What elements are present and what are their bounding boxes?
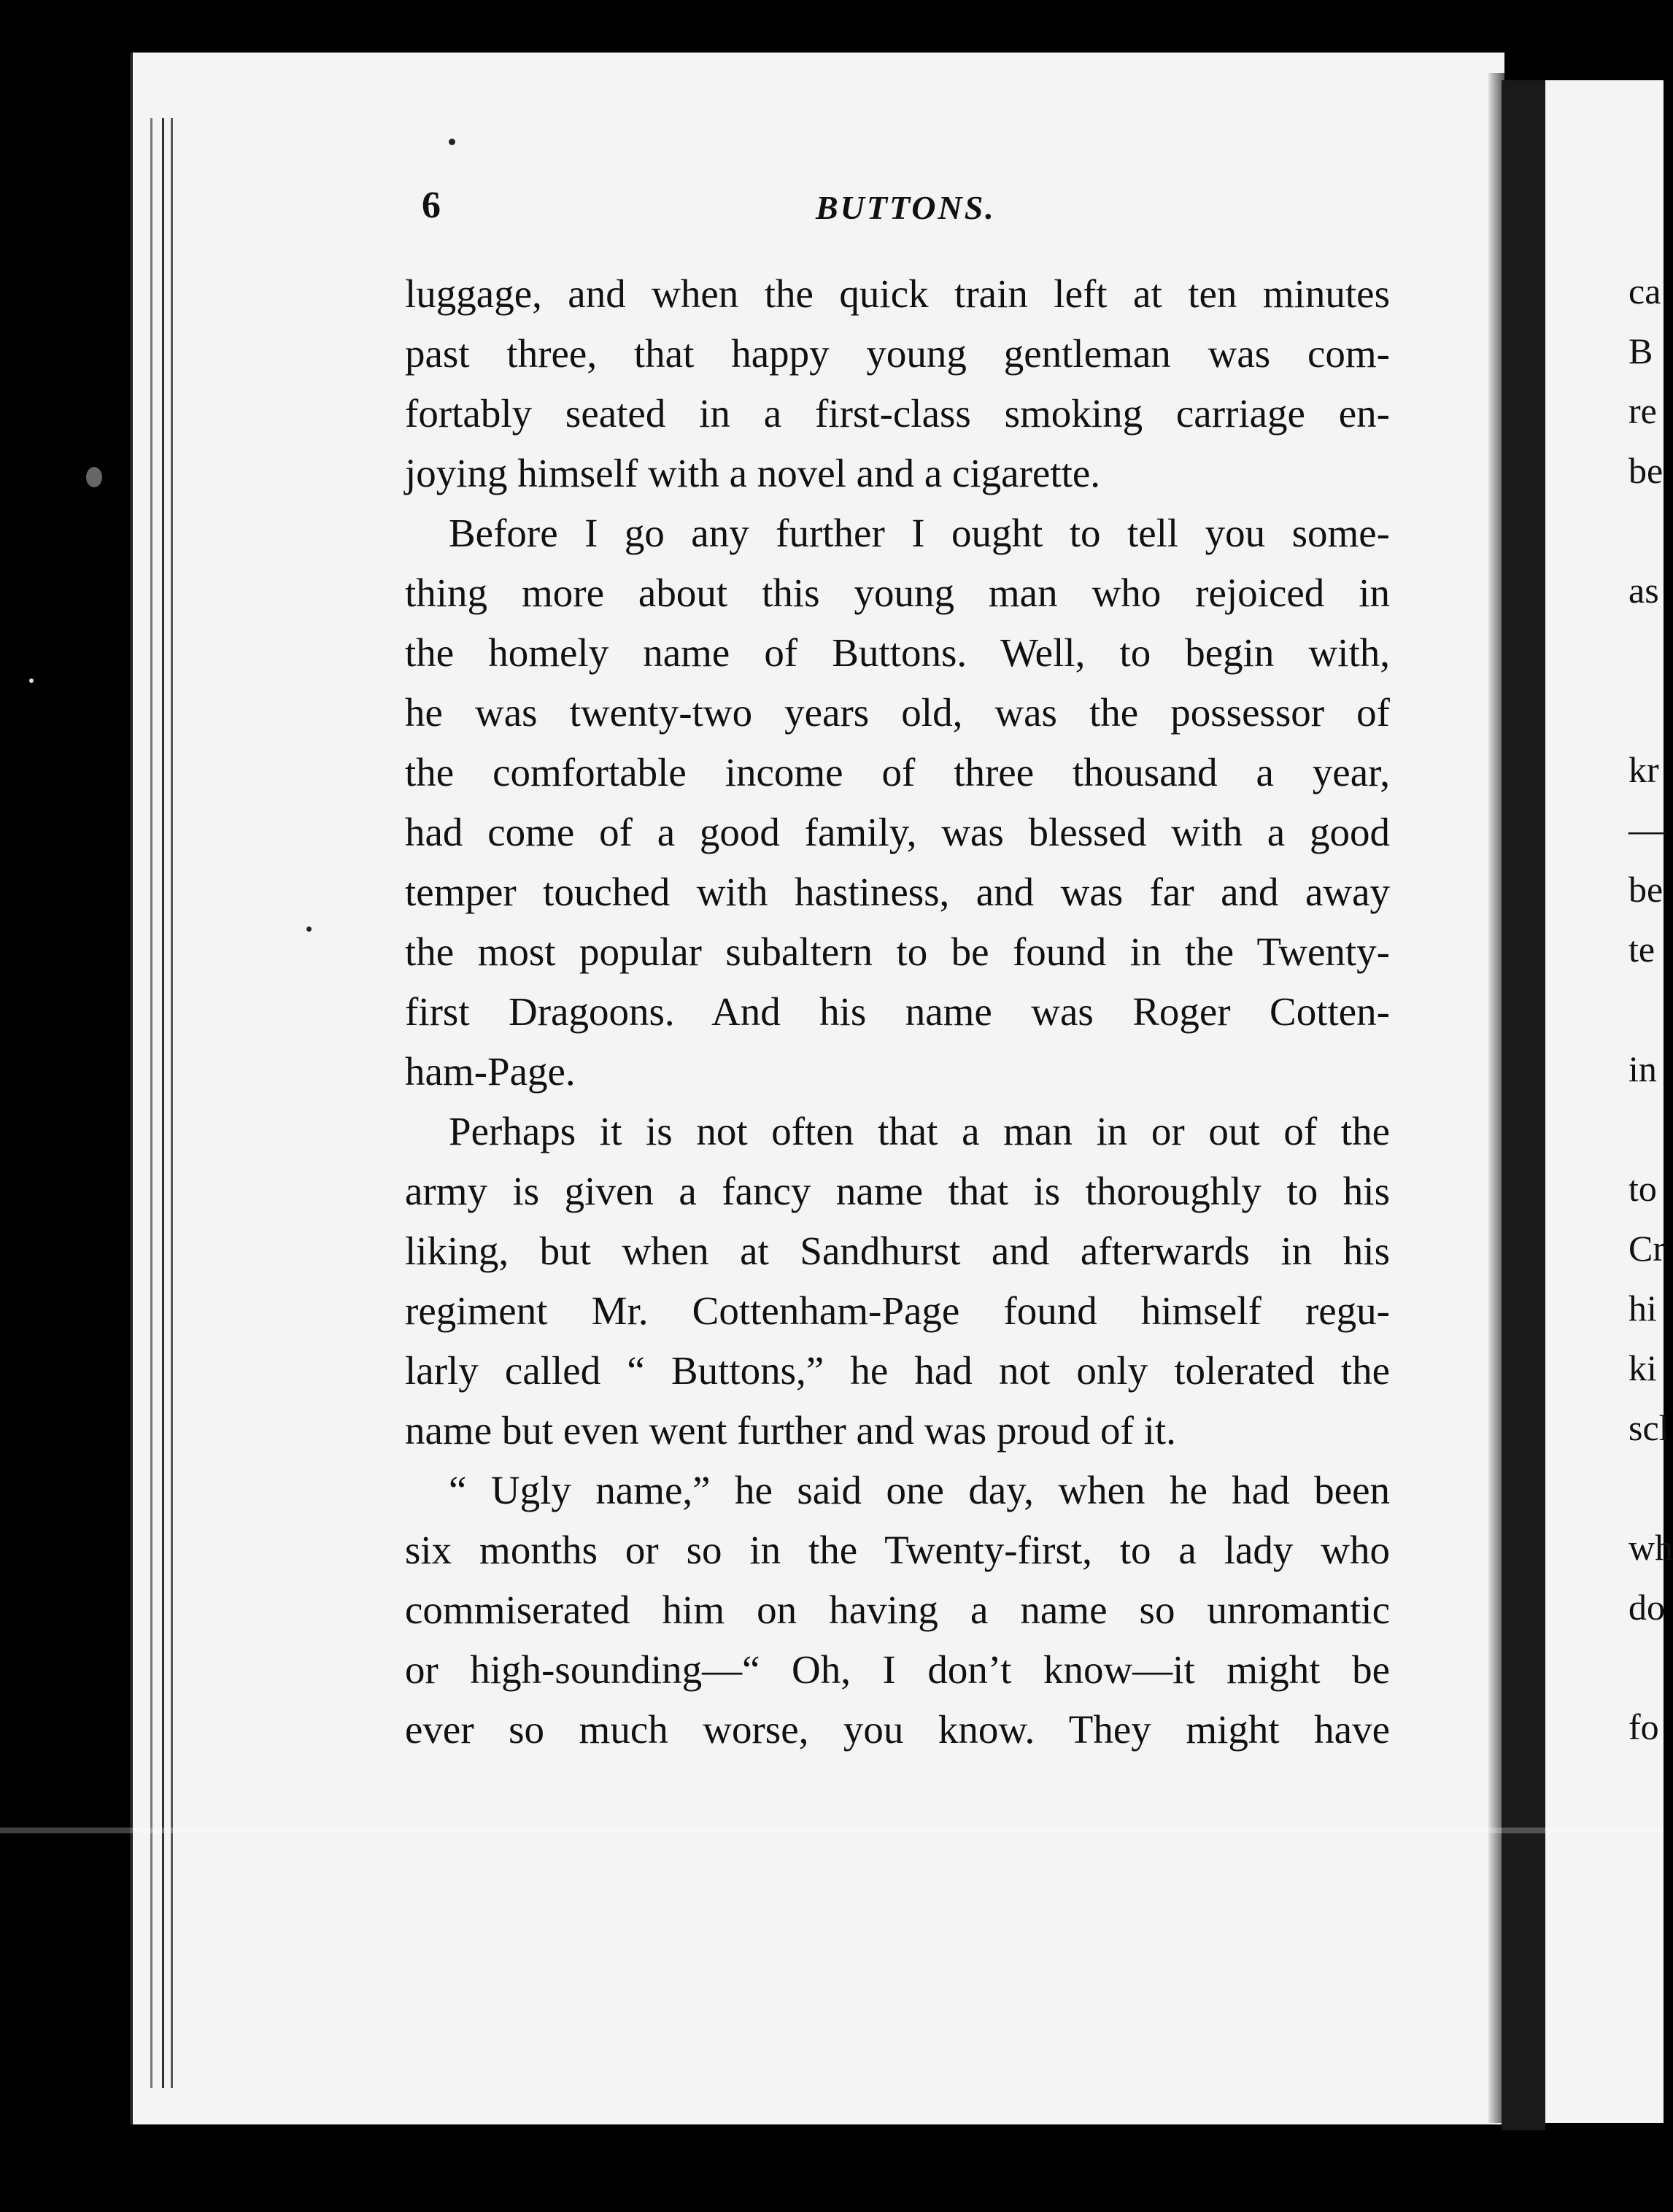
book-gutter bbox=[1502, 80, 1545, 2130]
text-line: liking, but when at Sandhurst and afterwards in his bbox=[405, 1229, 1390, 1273]
facing-page-fragment: as bbox=[1628, 570, 1659, 611]
text-line: luggage, and when the quick train left at ten minutes bbox=[405, 271, 1390, 316]
text-line: Perhaps it is not often that a man in or out of the bbox=[449, 1109, 1390, 1153]
facing-page-fragment: wh bbox=[1628, 1527, 1673, 1568]
facing-page bbox=[1545, 80, 1664, 2123]
text-line: name but even went further and was proud of it. bbox=[405, 1408, 1176, 1453]
facing-page-fragment: B bbox=[1628, 330, 1653, 371]
running-title: BUTTONS. bbox=[816, 189, 996, 226]
text-line: six months or so in the Twenty-first, to a lady who bbox=[405, 1528, 1390, 1572]
facing-page-fragment: fo bbox=[1628, 1706, 1659, 1747]
page-edge-rule bbox=[171, 118, 173, 2088]
scan-speck bbox=[306, 927, 312, 932]
page-edge-rule bbox=[150, 118, 152, 2088]
text-line: commiserated him on having a name so unromantic bbox=[405, 1588, 1390, 1632]
text-line: the comfortable income of three thousand a year, bbox=[405, 750, 1390, 794]
text-line: joying himself with a novel and a cigarette. bbox=[405, 451, 1101, 495]
page-number: 6 bbox=[422, 185, 441, 226]
text-line: “ Ugly name,” he said one day, when he had been bbox=[449, 1468, 1390, 1512]
text-line: or high-sounding—“ Oh, I don’t know—it might be bbox=[405, 1647, 1390, 1692]
scan-speck bbox=[29, 678, 34, 683]
scan-speck bbox=[449, 139, 455, 145]
facing-page-fragment: hi bbox=[1628, 1288, 1657, 1329]
text-line: regiment Mr. Cottenham-Page found himself regu- bbox=[405, 1288, 1390, 1333]
facing-page-fragment: ki bbox=[1628, 1347, 1657, 1388]
text-line: he was twenty-two years old, was the possessor of bbox=[405, 690, 1390, 735]
scan-speck bbox=[86, 467, 102, 487]
facing-page-fragment: scl bbox=[1628, 1407, 1669, 1448]
text-line: larly called “ Buttons,” he had not only tolerated the bbox=[405, 1348, 1390, 1393]
text-line: fortably seated in a first-class smoking carriage en- bbox=[405, 391, 1390, 436]
text-line: ham-Page. bbox=[405, 1049, 576, 1094]
text-line: past three, that happy young gentleman was com- bbox=[405, 331, 1390, 376]
facing-page-fragment: in bbox=[1628, 1048, 1657, 1089]
scan-artifact bbox=[0, 1828, 1664, 1833]
facing-page-fragment: ca bbox=[1628, 271, 1661, 312]
facing-page-fragment: te bbox=[1628, 929, 1655, 970]
facing-page-fragment: — bbox=[1628, 809, 1665, 850]
facing-page-fragment: do bbox=[1628, 1587, 1665, 1628]
text-line: first Dragoons. And his name was Roger Cotten- bbox=[405, 989, 1390, 1034]
facing-page-fragment: be bbox=[1628, 869, 1664, 910]
facing-page-fragment: re bbox=[1628, 390, 1657, 431]
text-line: ever so much worse, you know. They might have bbox=[405, 1707, 1390, 1752]
text-line: the most popular subaltern to be found in the Twenty- bbox=[405, 929, 1390, 974]
text-line: thing more about this young man who rejoiced in bbox=[405, 571, 1390, 615]
text-line: Before I go any further I ought to tell you some- bbox=[449, 511, 1390, 555]
text-line: army is given a fancy name that is thoroughly to his bbox=[405, 1169, 1390, 1213]
text-line: had come of a good family, was blessed with a good bbox=[405, 810, 1390, 854]
page-edge-rule bbox=[162, 118, 164, 2088]
facing-page-fragment: to bbox=[1628, 1168, 1657, 1209]
facing-page-fragment: Cr bbox=[1628, 1228, 1665, 1269]
text-line: the homely name of Buttons. Well, to begin with, bbox=[405, 630, 1390, 675]
facing-page-fragment: kr bbox=[1628, 749, 1659, 790]
body-text bbox=[405, 264, 1390, 1760]
facing-page-fragment: be bbox=[1628, 450, 1664, 491]
text-line: temper touched with hastiness, and was far and away bbox=[405, 870, 1390, 914]
